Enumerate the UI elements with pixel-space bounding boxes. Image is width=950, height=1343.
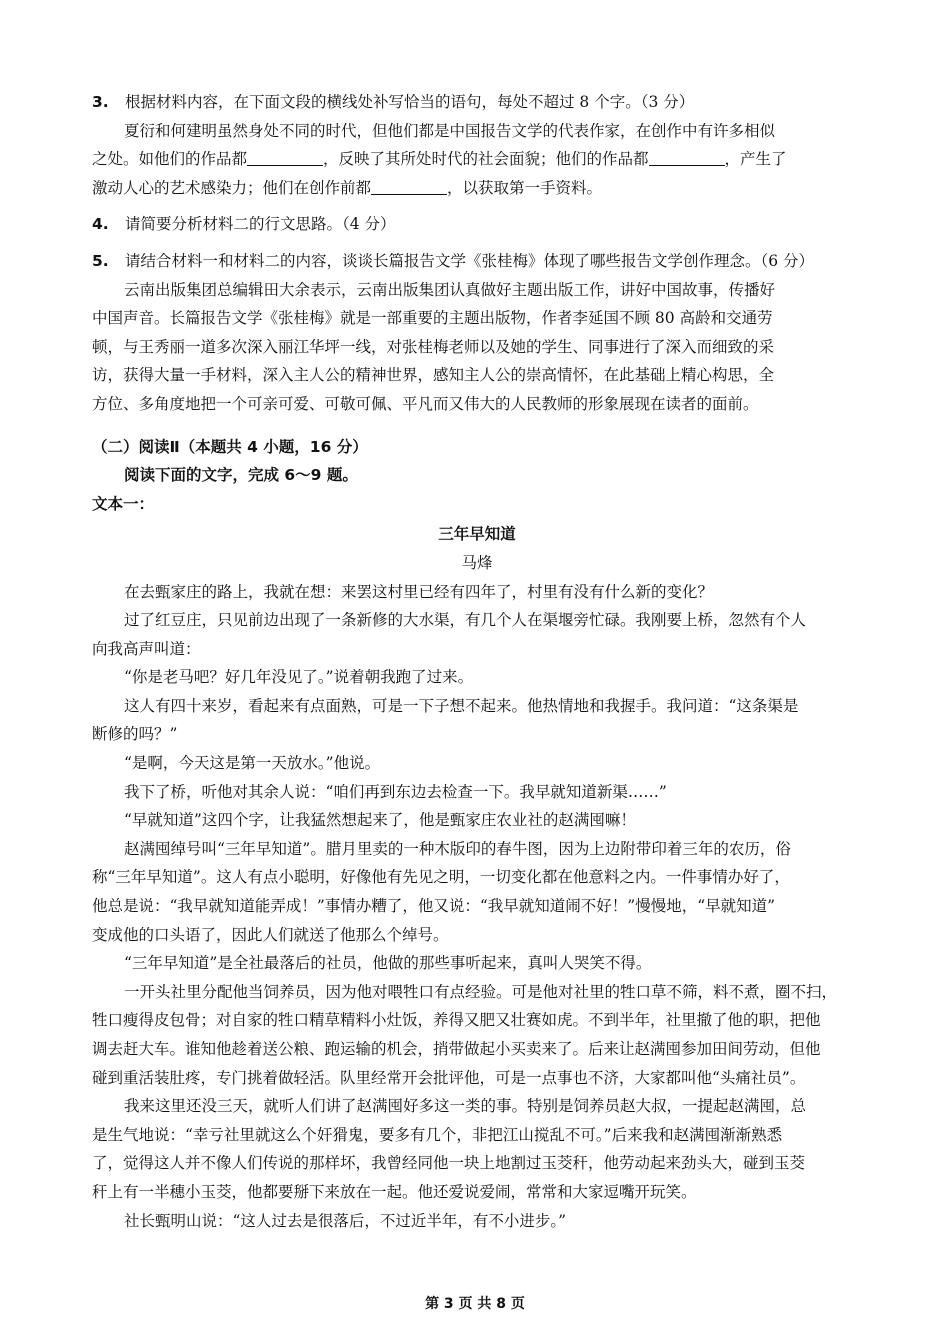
answer-blank[interactable]	[247, 150, 323, 166]
question-number: 4.	[92, 215, 109, 234]
story-line: 我下了桥，听他对其余人说：“咱们再到东边去检查一下。我早就知道新渠……”	[124, 782, 667, 801]
story-line: 我来这里还没三天，就听人们讲了赵满囤好多这一类的事。特别是饲养员赵大叔，一提起赵满囤，总	[124, 1097, 807, 1116]
story-line: 他总是说：“我早就知道能弄成！”事情办糟了，他又说：“我早就知道闹不好！”慢慢地，“早就知道”	[92, 897, 776, 916]
section-heading: （二）阅读Ⅱ（本题共 4 小题，16 分）	[92, 437, 368, 456]
q5-material-line: 云南出版集团总编辑田大余表示，云南出版集团认真做好主题出版工作，讲好中国故事，传播好	[124, 280, 776, 299]
story-line: 牲口瘦得皮包骨；对自家的牲口精草精料小灶饭，养得又肥又壮赛如虎。不到半年，社里撤了他的职，把他	[92, 1011, 821, 1030]
story-line: 一开头社里分配他当饲养员，因为他对喂牲口有点经验。可是他对社里的牲口草不筛，料不煮，圈不扫，	[124, 982, 838, 1001]
q3-passage-line: 激动人心的艺术感染力；他们在创作前都 ，以获取第一手资料。	[92, 178, 603, 197]
text-label: 文本一：	[92, 494, 155, 513]
story-line: 在去甄家庄的路上，我就在想：来罢这村里已经有四年了，村里有没有什么新的变化？	[124, 582, 714, 601]
story-line: 断修的吗？”	[92, 725, 178, 744]
story-line: “三年早知道”是全社最落后的社员，他做的那些事听起来，真叫人哭笑不得。	[124, 954, 652, 973]
story-line: “早就知道”这四个字，让我猛然想起来了，他是甄家庄农业社的赵满囤嘛！	[124, 811, 636, 830]
story-line: 这人有四十来岁，看起来有点面熟，可是一下子想不起来。他热情地和我握手。我问道：“这条渠是	[124, 696, 799, 715]
question-number: 3.	[92, 93, 109, 111]
section-instruction: 阅读下面的文字，完成 6～9 题。	[124, 466, 358, 485]
story-title: 三年早知道	[438, 525, 516, 544]
question-5	[92, 247, 862, 276]
story-line: 变成他的口头语了，因此人们就送了他那么个绰号。	[92, 925, 449, 944]
q3-passage-line: 之处。如他们的作品都 ，反映了其所处时代的社会面貌；他们的作品都 ，产生了	[92, 150, 787, 169]
story-line: “你是老马吧？好几年没见了。”说着朝我跑了过来。	[124, 668, 474, 687]
answer-blank[interactable]	[371, 179, 447, 195]
story-line: 调去赶大车。谁知他趁着送公粮、跑运输的机会，捎带做起小买卖来了。后来让赵满囤参加田间劳动，但他	[92, 1040, 821, 1058]
q5-material-line: 中国声音。长篇报告文学《张桂梅》就是一部重要的主题出版物，作者李延国不顾 80 高龄和交通劳	[92, 309, 773, 328]
story-line: 过了红豆庄，只见前边出现了一条新修的大水渠，有几个人在渠堰旁忙碌。我刚要上桥，忽然有个人	[124, 611, 807, 630]
story-line: 秆上有一半穗小玉茭，他都要掰下来放在一起。他还爱说爱闹，常常和大家逗嘴开玩笑。	[92, 1182, 697, 1201]
question-stem: 请结合材料一和材料二的内容，谈谈长篇报告文学《张桂梅》体现了哪些报告文学创作理念。（6 分）	[125, 251, 815, 270]
q5-material-line: 顿，与王秀丽一道多次深入丽江华坪一线，对张桂梅老师以及她的学生、同事进行了深入而细致的采	[92, 337, 775, 356]
question-stem: 请简要分析材料二的行文思路。（4 分）	[125, 215, 396, 234]
exam-page	[92, 88, 862, 1235]
question-3	[92, 88, 862, 117]
story-line: 了，觉得这人并不像人们传说的那样坏，我曾经同他一块上地割过玉茭秆，他劳动起来劲头大，碰到玉茭	[92, 1154, 806, 1173]
q3-passage-line: 夏衍和何建明虽然身处不同的时代，但他们都是中国报告文学的代表作家，在创作中有许多相似	[124, 121, 776, 140]
story-author: 马烽	[461, 553, 493, 572]
answer-blank[interactable]	[649, 150, 725, 166]
story-line: 向我高声叫道：	[92, 639, 201, 658]
story-line: 称“三年早知道”。这人有点小聪明，好像他有先见之明，一切变化都在他意料之内。一件事情办好了，	[92, 868, 790, 887]
question-stem: 根据材料内容，在下面文段的横线处补写恰当的语句，每处不超过 8 个字。（3 分）	[125, 93, 695, 111]
q5-material-line: 方位、多角度地把一个可亲可爱、可敬可佩、平凡而又伟大的人民教师的形象展现在读者的面前。	[92, 394, 759, 413]
story-body	[92, 578, 862, 1236]
q5-material-line: 访，获得大量一手材料，深入主人公的精神世界，感知主人公的崇高情怀，在此基础上精心构思，全	[92, 366, 775, 385]
page-footer: 第 3 页 共 8 页	[425, 1296, 525, 1312]
story-line: 是生气地说：“幸亏社里就这么个奸猾鬼，要多有几个，非把江山搅乱不可。”后来我和赵满囤渐渐熟悉	[92, 1125, 783, 1144]
story-line: 赵满囤绰号叫“三年早知道”。腊月里卖的一种木版印的春牛图，因为上边附带印着三年的农历，俗	[124, 839, 791, 858]
question-4	[92, 210, 862, 239]
story-line: 社长甄明山说：“这人过去是很落后，不过近半年，有不小进步。”	[124, 1211, 567, 1230]
story-line: 碰到重活装肚疼，专门挑着做轻活。队里经常开会批评他，可是一点事也不济，大家都叫他“头痛社员”。	[92, 1068, 806, 1087]
question-number: 5.	[92, 251, 109, 270]
story-line: “是啊，今天这是第一天放水。”他说。	[124, 754, 381, 773]
